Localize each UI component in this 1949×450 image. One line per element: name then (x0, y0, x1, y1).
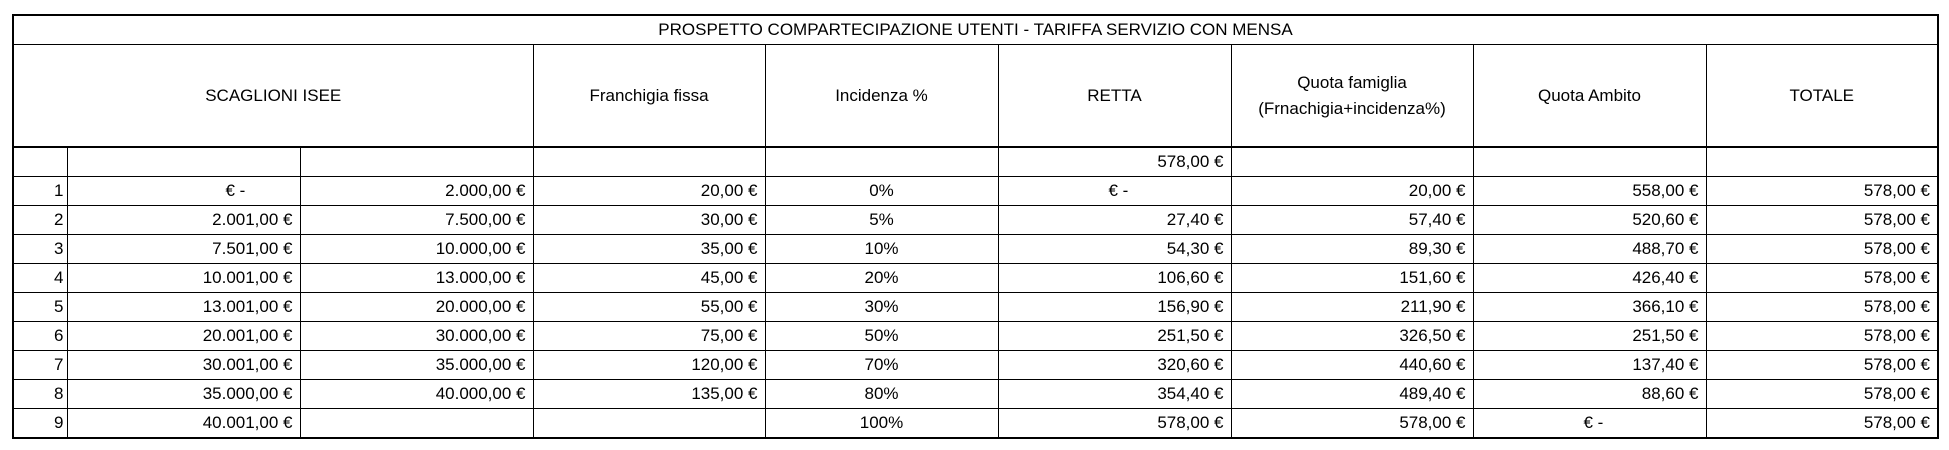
cell-retta[interactable]: 106,60 € (998, 264, 1231, 293)
cell-totale[interactable]: 578,00 € (1706, 206, 1938, 235)
cell-retta[interactable]: 156,90 € (998, 293, 1231, 322)
header-incidenza[interactable]: Incidenza % (765, 45, 998, 148)
cell-scaglione-da[interactable]: 7.501,00 € (67, 235, 300, 264)
cell-totale[interactable]: 578,00 € (1706, 409, 1938, 439)
cell-incidenza[interactable]: 30% (765, 293, 998, 322)
cell-franchigia-fissa[interactable] (533, 409, 765, 439)
cell-quota-ambito[interactable]: € - (1473, 409, 1706, 439)
cell-quota-famiglia[interactable]: 57,40 € (1231, 206, 1473, 235)
cell-franchigia-fissa[interactable]: 120,00 € (533, 351, 765, 380)
cell-incidenza[interactable]: 0% (765, 177, 998, 206)
cell-empty[interactable] (1231, 147, 1473, 177)
cell-totale[interactable]: 578,00 € (1706, 351, 1938, 380)
table-row (13, 206, 1938, 235)
cell-row-index[interactable]: 5 (13, 293, 67, 322)
cell-franchigia-fissa[interactable]: 75,00 € (533, 322, 765, 351)
cell-row-index[interactable]: 1 (13, 177, 67, 206)
cell-row-index[interactable]: 2 (13, 206, 67, 235)
cell-franchigia-fissa[interactable]: 45,00 € (533, 264, 765, 293)
cell-scaglione-a[interactable]: 30.000,00 € (300, 322, 533, 351)
cell-scaglione-a[interactable]: 2.000,00 € (300, 177, 533, 206)
cell-scaglione-a[interactable]: 35.000,00 € (300, 351, 533, 380)
header-quota-ambito[interactable]: Quota Ambito (1473, 45, 1706, 148)
cell-scaglione-a[interactable]: 10.000,00 € (300, 235, 533, 264)
cell-retta[interactable]: 251,50 € (998, 322, 1231, 351)
cell-quota-famiglia[interactable]: 578,00 € (1231, 409, 1473, 439)
table-row (13, 351, 1938, 380)
cell-row-index[interactable]: 6 (13, 322, 67, 351)
cell-empty[interactable] (1473, 147, 1706, 177)
cell-retta[interactable]: € - (998, 177, 1231, 206)
cell-quota-famiglia[interactable]: 211,90 € (1231, 293, 1473, 322)
cell-incidenza[interactable]: 10% (765, 235, 998, 264)
retta-base-value[interactable]: 578,00 € (998, 147, 1231, 177)
cell-empty[interactable] (1706, 147, 1938, 177)
table-row (13, 235, 1938, 264)
cell-row-index[interactable]: 4 (13, 264, 67, 293)
spreadsheet-table-container (12, 14, 1939, 439)
cell-quota-famiglia[interactable]: 20,00 € (1231, 177, 1473, 206)
cell-scaglione-da[interactable]: 13.001,00 € (67, 293, 300, 322)
cell-incidenza[interactable]: 100% (765, 409, 998, 439)
header-totale[interactable]: TOTALE (1706, 45, 1938, 148)
cell-quota-famiglia[interactable]: 326,50 € (1231, 322, 1473, 351)
cell-empty[interactable] (765, 147, 998, 177)
table-title[interactable]: PROSPETTO COMPARTECIPAZIONE UTENTI - TARIFFA SERVIZIO CON MENSA (13, 15, 1938, 45)
cell-scaglione-da[interactable]: € - (67, 177, 300, 206)
cell-scaglione-a[interactable]: 13.000,00 € (300, 264, 533, 293)
cell-quota-famiglia[interactable]: 89,30 € (1231, 235, 1473, 264)
cell-empty[interactable] (13, 147, 67, 177)
cell-totale[interactable]: 578,00 € (1706, 264, 1938, 293)
cell-totale[interactable]: 578,00 € (1706, 235, 1938, 264)
cell-incidenza[interactable]: 20% (765, 264, 998, 293)
table-row (13, 264, 1938, 293)
cell-empty[interactable] (533, 147, 765, 177)
table-row (13, 380, 1938, 409)
cell-quota-famiglia[interactable]: 440,60 € (1231, 351, 1473, 380)
cell-retta[interactable]: 54,30 € (998, 235, 1231, 264)
cell-quota-ambito[interactable]: 251,50 € (1473, 322, 1706, 351)
cell-quota-famiglia[interactable]: 489,40 € (1231, 380, 1473, 409)
header-quota-famiglia-line1: Quota famiglia (1297, 72, 1407, 92)
cell-scaglione-da[interactable]: 2.001,00 € (67, 206, 300, 235)
cell-incidenza[interactable]: 80% (765, 380, 998, 409)
cell-empty[interactable] (300, 147, 533, 177)
cell-row-index[interactable]: 9 (13, 409, 67, 439)
cell-quota-ambito[interactable]: 88,60 € (1473, 380, 1706, 409)
cell-quota-famiglia[interactable]: 151,60 € (1231, 264, 1473, 293)
cell-scaglione-da[interactable]: 40.001,00 € (67, 409, 300, 439)
table-row (13, 293, 1938, 322)
cell-quota-ambito[interactable]: 488,70 € (1473, 235, 1706, 264)
cell-franchigia-fissa[interactable]: 135,00 € (533, 380, 765, 409)
cell-row-index[interactable]: 8 (13, 380, 67, 409)
cell-retta[interactable]: 578,00 € (998, 409, 1231, 439)
cell-incidenza[interactable]: 50% (765, 322, 998, 351)
cell-scaglione-da[interactable]: 35.000,00 € (67, 380, 300, 409)
cell-totale[interactable]: 578,00 € (1706, 177, 1938, 206)
retta-base-row (13, 147, 1938, 177)
header-row (13, 45, 1938, 148)
title-row (13, 15, 1938, 45)
cell-retta[interactable]: 320,60 € (998, 351, 1231, 380)
header-retta[interactable]: RETTA (998, 45, 1231, 148)
cell-totale[interactable]: 578,00 € (1706, 322, 1938, 351)
cell-scaglione-a[interactable] (300, 409, 533, 439)
header-franchigia-fissa[interactable]: Franchigia fissa (533, 45, 765, 148)
cell-franchigia-fissa[interactable]: 35,00 € (533, 235, 765, 264)
tariff-table (12, 14, 1939, 439)
header-quota-famiglia[interactable] (1231, 45, 1473, 148)
cell-scaglione-a[interactable]: 40.000,00 € (300, 380, 533, 409)
cell-quota-ambito[interactable]: 366,10 € (1473, 293, 1706, 322)
cell-scaglione-da[interactable]: 20.001,00 € (67, 322, 300, 351)
cell-retta[interactable]: 354,40 € (998, 380, 1231, 409)
table-row (13, 409, 1938, 439)
header-scaglioni-isee[interactable]: SCAGLIONI ISEE (13, 45, 533, 148)
cell-franchigia-fissa[interactable]: 30,00 € (533, 206, 765, 235)
cell-incidenza[interactable]: 5% (765, 206, 998, 235)
cell-franchigia-fissa[interactable]: 55,00 € (533, 293, 765, 322)
table-body (13, 15, 1938, 438)
cell-quota-ambito[interactable]: 426,40 € (1473, 264, 1706, 293)
cell-quota-ambito[interactable]: 520,60 € (1473, 206, 1706, 235)
table-row (13, 322, 1938, 351)
cell-scaglione-da[interactable]: 30.001,00 € (67, 351, 300, 380)
cell-scaglione-da[interactable]: 10.001,00 € (67, 264, 300, 293)
cell-row-index[interactable]: 7 (13, 351, 67, 380)
cell-totale[interactable]: 578,00 € (1706, 380, 1938, 409)
cell-row-index[interactable]: 3 (13, 235, 67, 264)
table-row (13, 177, 1938, 206)
cell-quota-ambito[interactable]: 558,00 € (1473, 177, 1706, 206)
cell-scaglione-a[interactable]: 20.000,00 € (300, 293, 533, 322)
cell-retta[interactable]: 27,40 € (998, 206, 1231, 235)
cell-franchigia-fissa[interactable]: 20,00 € (533, 177, 765, 206)
cell-scaglione-a[interactable]: 7.500,00 € (300, 206, 533, 235)
cell-totale[interactable]: 578,00 € (1706, 293, 1938, 322)
cell-quota-ambito[interactable]: 137,40 € (1473, 351, 1706, 380)
header-quota-famiglia-line2: (Frnachigia+incidenza%) (1258, 98, 1446, 118)
cell-incidenza[interactable]: 70% (765, 351, 998, 380)
cell-empty[interactable] (67, 147, 300, 177)
